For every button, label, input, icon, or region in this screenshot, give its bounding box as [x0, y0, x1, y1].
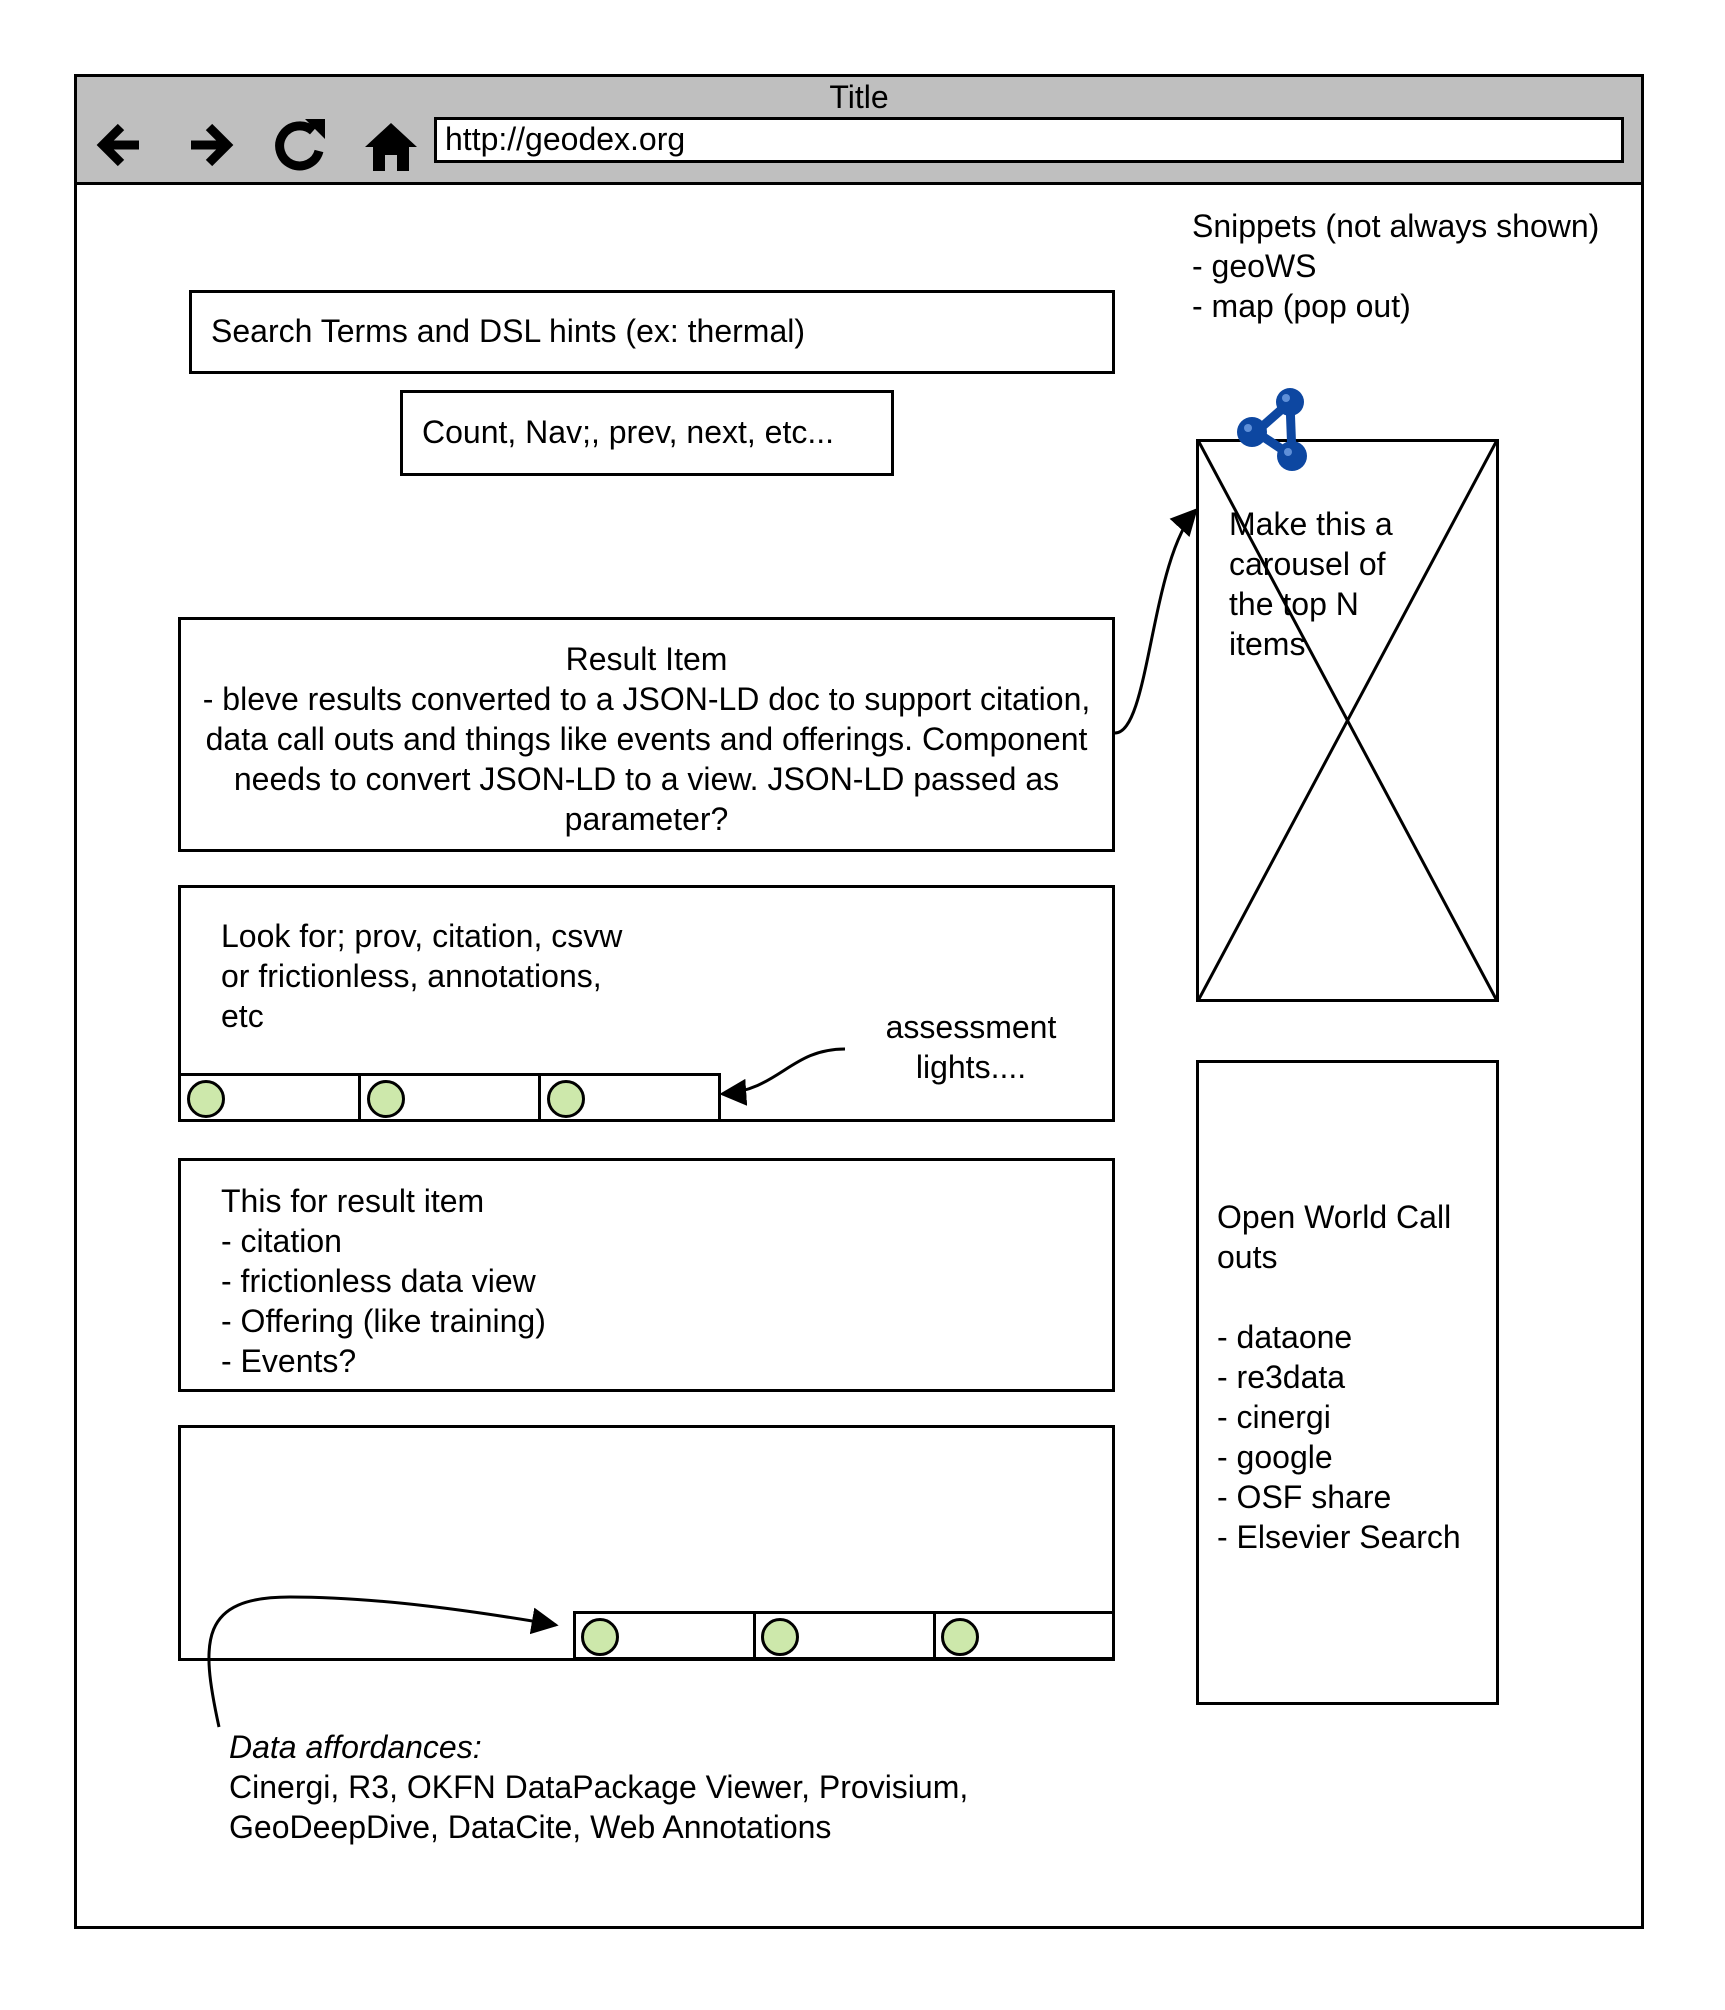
lookfor-text: Look for; prov, citation, csvw or frictionless, annotations, etc: [221, 918, 623, 1034]
search-input[interactable]: Search Terms and DSL hints (ex: thermal): [189, 290, 1115, 374]
result-item-details: This for result item - citation - frictionless data view - Offering (like training) - Events?: [178, 1158, 1115, 1392]
window-title: Title: [829, 79, 889, 115]
pagination-controls[interactable]: Count, Nav;, prev, next, etc...: [400, 390, 894, 476]
address-bar[interactable]: http://geodex.org: [434, 117, 1624, 163]
result-item[interactable]: Result Item - bleve results converted to a JSON-LD doc to support citation, data call outs and things like events and offerings. Component needs to convert JSON-LD to a view. JSON-LD passed as parameter?: [178, 617, 1115, 852]
affordance-arrow: [209, 1597, 556, 1727]
affordances-list: Cinergi, R3, OKFN DataPackage Viewer, Provisium, GeoDeepDive, DataCite, Web Annotations: [229, 1769, 969, 1845]
open-world-callouts: Open World Call outs - dataone - re3data - cinergi - google - OSF share - Elsevier Search: [1196, 1060, 1499, 1705]
carousel-text: Make this a carousel of the top N items: [1229, 506, 1393, 662]
affordances-heading: Data affordances:: [229, 1729, 482, 1765]
assessment-arrow: [722, 1049, 845, 1094]
result-to-carousel-arrow: [1115, 510, 1196, 733]
snippets-note: Snippets (not always shown) - geoWS - map (pop out): [1192, 208, 1600, 324]
assessment-label: assessment lights....: [885, 1009, 1057, 1085]
